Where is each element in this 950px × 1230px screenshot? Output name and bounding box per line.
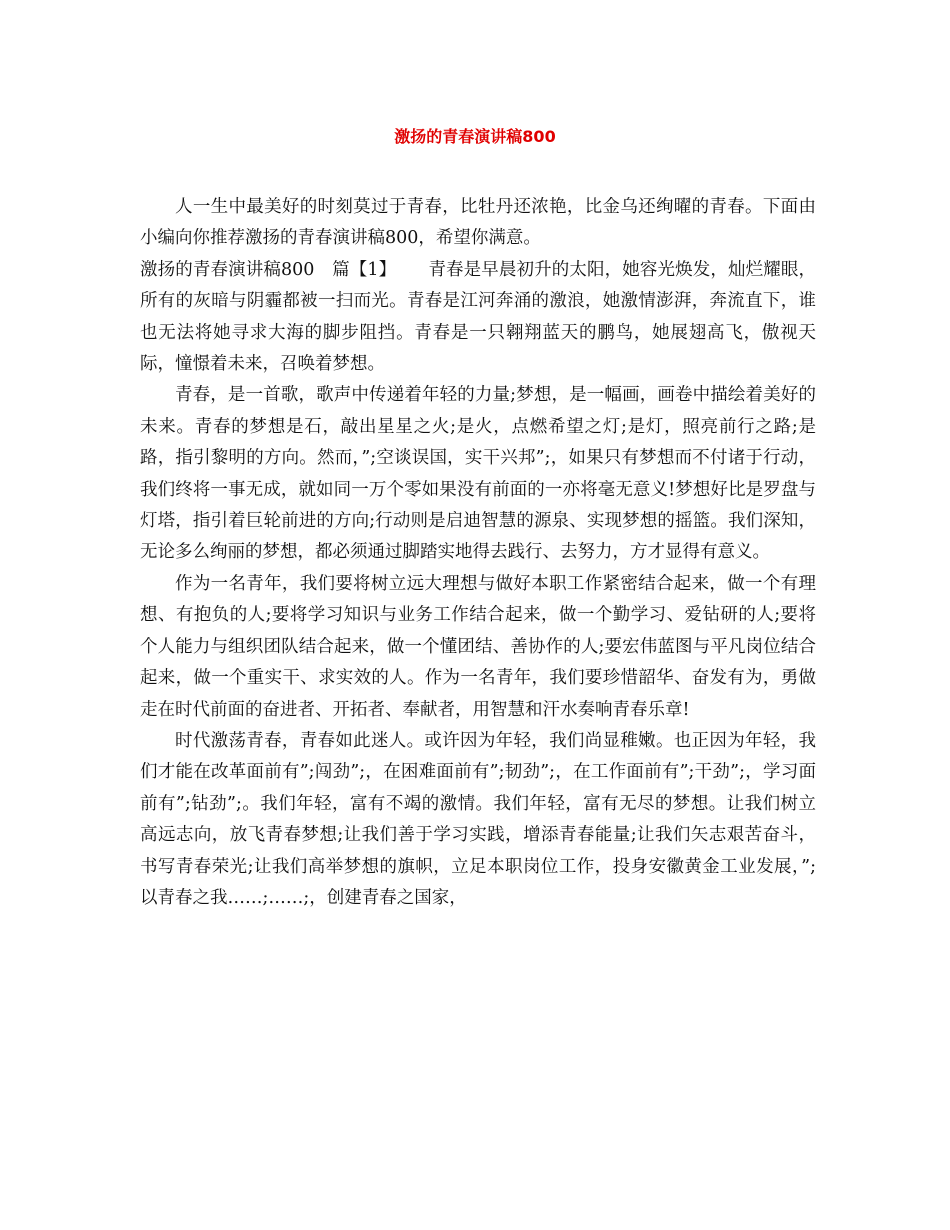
- document-title: 激扬的青春演讲稿800: [394, 127, 556, 146]
- document-body: [140, 192, 816, 914]
- article-paragraph-3: 作为一名青年，我们要将树立远大理想与做好本职工作紧密结合起来，做一个有理想、有抱负的人;要将学习知识与业务工作结合起来，做一个勤学习、爱钻研的人;要将个人能力与组织团队结合起来，做一个懂团结、善协作的人;要宏伟蓝图与平凡岗位结合起来，做一个重实干、求实效的人。作为一名青年，我们要珍惜韶华、奋发有为，勇做走在时代前面的奋进者、开拓者、奉献者，用智慧和汗水奏响青春乐章!: [140, 573, 816, 720]
- article-paragraph-4: 时代激荡青春，青春如此迷人。或许因为年轻，我们尚显稚嫩。也正因为年轻，我们才能在改革面前有”;闯劲”;，在困难面前有”;韧劲”;，在工作面前有”;干劲”;，学习面前有”;钻劲”;。我们年轻，富有不竭的激情。我们年轻，富有无尽的梦想。让我们树立高远志向，放飞青春梦想;让我们善于学习实践，增添青春能量;让我们矢志艰苦奋斗，书写青春荣光;让我们高举梦想的旗帜，立足本职岗位工作，投身安徽黄金工业发展，”;以青春之我……;……;，创建青春之国家，: [140, 730, 816, 908]
- intro-paragraph: 人一生中最美好的时刻莫过于青春，比牡丹还浓艳，比金乌还绚曜的青春。下面由小编向你推荐激扬的青春演讲稿800，希望你满意。: [140, 197, 816, 249]
- article-heading: 激扬的青春演讲稿800 篇【1】: [140, 259, 388, 280]
- article-paragraph-1: [140, 255, 816, 381]
- article-paragraph-2: 青春，是一首歌，歌声中传递着年轻的力量;梦想，是一幅画，画卷中描绘着美好的未来。青春的梦想是石，敲出星星之火;是火，点燃希望之灯;是灯，照亮前行之路;是路，指引黎明的方向。然而，”;空谈误国，实干兴邦”;，如果只有梦想而不付诸于行动，我们终将一事无成，就如同一万个零如果没有前面的一亦将毫无意义!梦想好比是罗盘与灯塔，指引着巨轮前进的方向;行动则是启迪智慧的源泉、实现梦想的摇篮。我们深知，无论多么绚丽的梦想，都必须通过脚踏实地得去践行、去努力，方才显得有意义。: [140, 385, 816, 563]
- article-paragraph-1-text: 青春是早晨初升的太阳，她容光焕发，灿烂耀眼，所有的灰暗与阴霾都被一扫而光。青春是江河奔涌的激浪，她激情澎湃，奔流直下，谁也无法将她寻求大海的脚步阻挡。青春是一只翱翔蓝天的鹏鸟，她展翅高飞，傲视天际，憧憬着未来，召唤着梦想。: [140, 259, 816, 375]
